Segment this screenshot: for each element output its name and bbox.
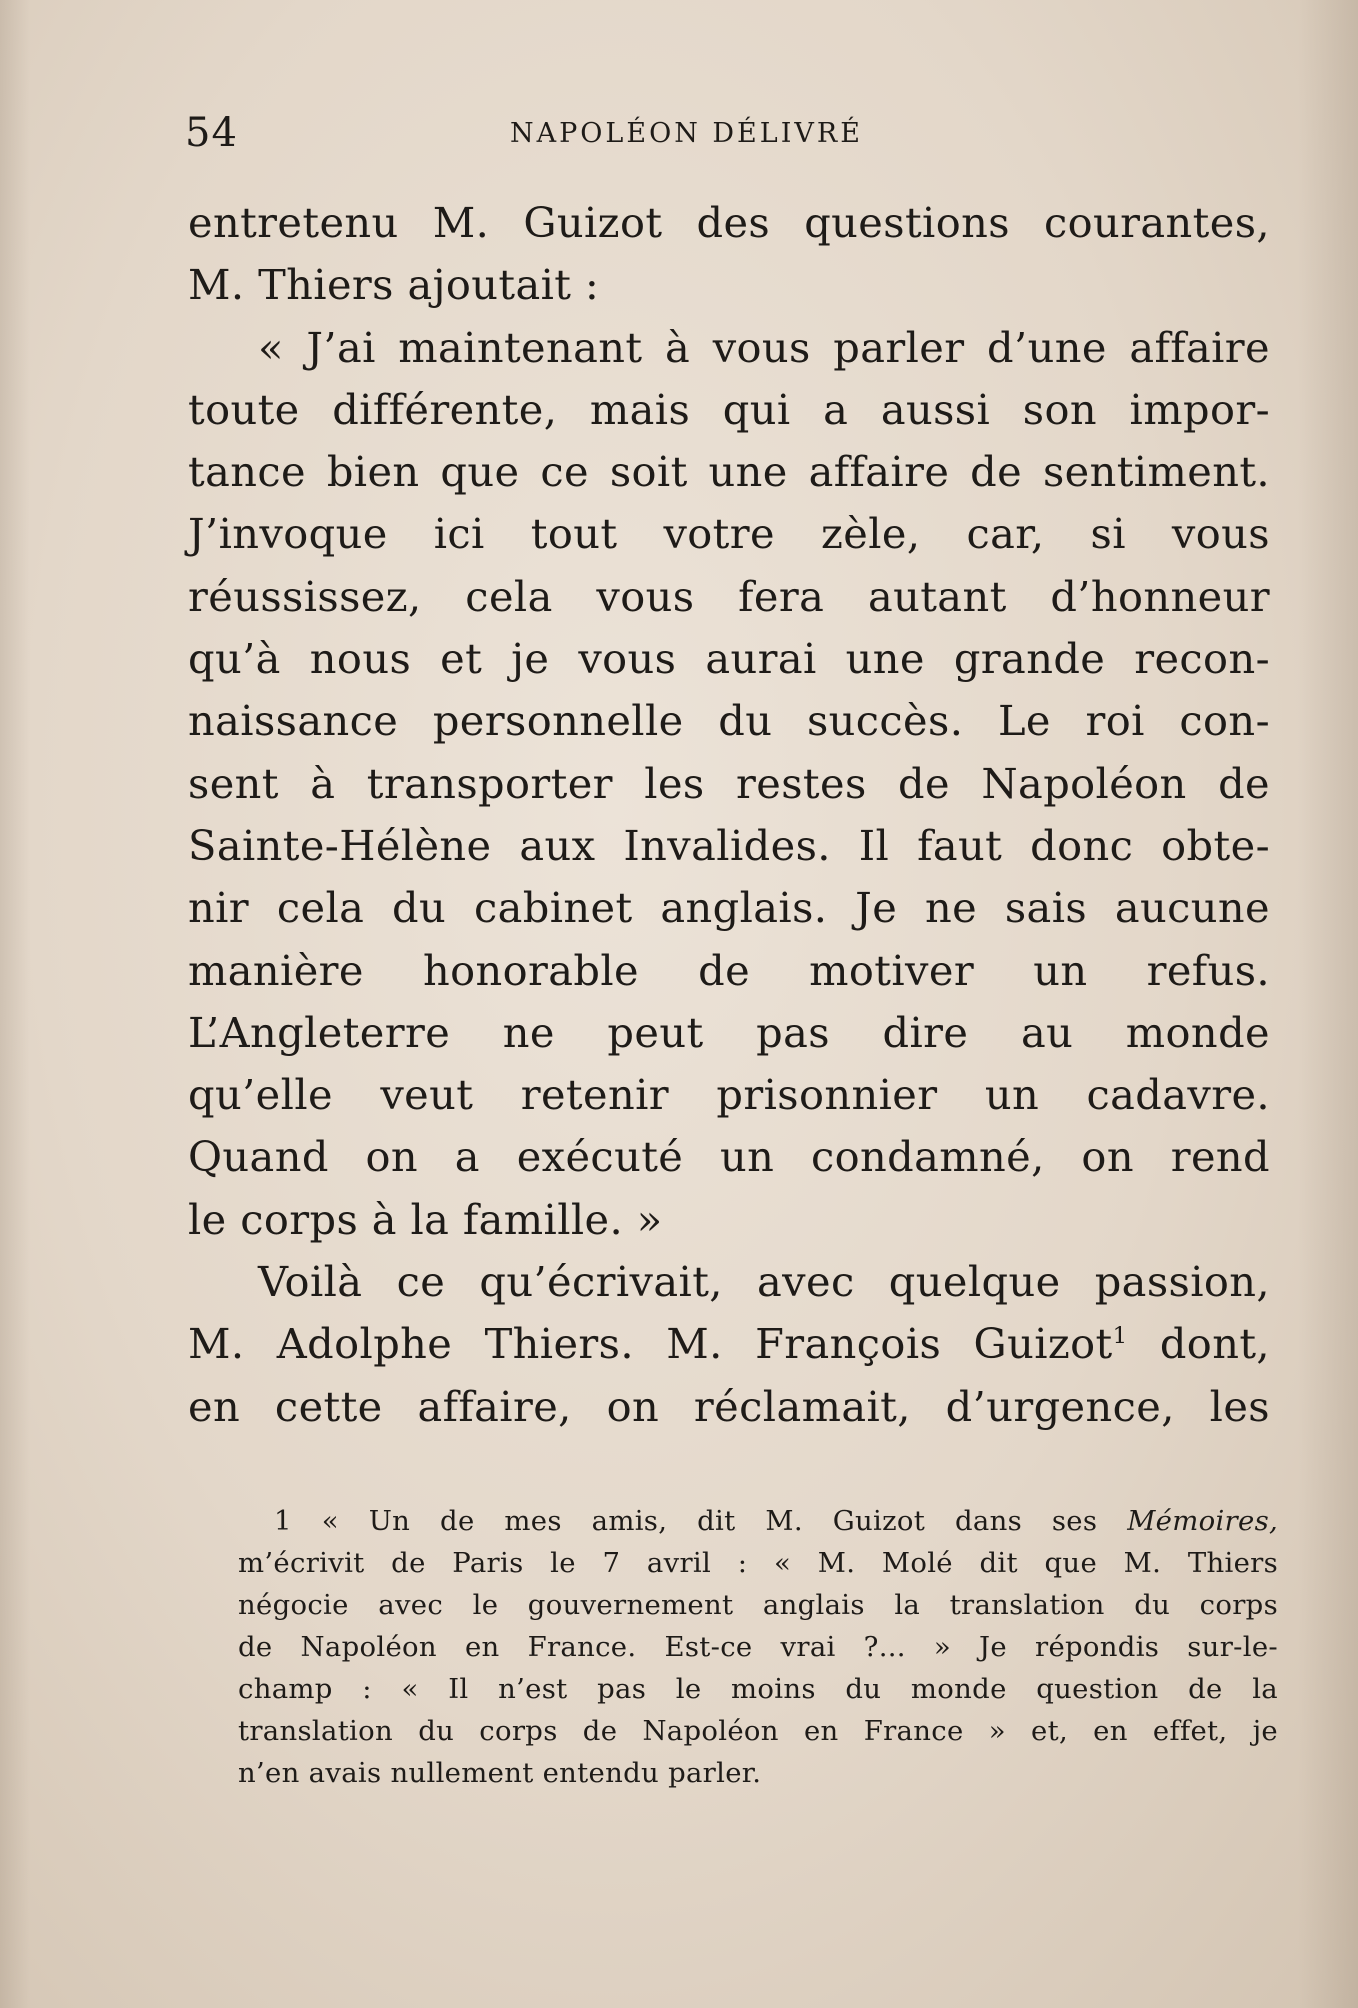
body-line: nir cela du cabinet anglais. Je ne sais aucune <box>188 883 1270 933</box>
body-line: réussissez, cela vous fera autant d’honneur <box>188 571 1270 621</box>
footnote-line: n’en avais nullement entendu parler. <box>238 1757 762 1789</box>
body-line: L’Angleterre ne peut pas dire au monde <box>188 1007 1270 1057</box>
footnote-line: négocie avec le gouvernement anglais la translation du corps <box>238 1589 1278 1621</box>
footnote-book-title: Mémoires, <box>1127 1505 1279 1537</box>
body-line: entretenu M. Guizot des questions courantes, <box>188 198 1270 247</box>
footnote-reference[interactable]: 1 <box>1112 1323 1128 1350</box>
body-line: Voilà ce qu’écrivait, avec quelque passion, <box>258 1257 1270 1307</box>
body-line-part: M. Adolphe Thiers. M. François Guizot <box>188 1319 1113 1369</box>
body-line: en cette affaire, on réclamait, d’urgence, les <box>188 1381 1270 1431</box>
footnote-line <box>274 1500 1278 1542</box>
body-line: Quand on a exécuté un condamné, on rend <box>188 1132 1270 1182</box>
body-line: sent à transporter les restes de Napoléon de <box>188 758 1270 808</box>
body-line: manière honorable de motiver un refus. <box>188 945 1270 995</box>
footnote <box>238 1500 1278 1794</box>
body-line: naissance personnelle du succès. Le roi con- <box>188 696 1270 746</box>
body-line: tance bien que ce soit une affaire de sentiment. <box>188 447 1270 497</box>
footnote-line: m’écrivit de Paris le 7 avril : « M. Molé dit que M. Thiers <box>238 1547 1278 1579</box>
footnote-line: champ : « Il n’est pas le moins du monde question de la <box>238 1673 1278 1705</box>
body-line: toute différente, mais qui a aussi son impor- <box>188 384 1270 434</box>
footnote-line: translation du corps de Napoléon en France » et, en effet, je <box>238 1715 1278 1747</box>
page-gutter-shadow <box>0 0 30 2008</box>
body-line: qu’elle veut retenir prisonnier un cadavre. <box>188 1070 1270 1120</box>
body-line: Sainte-Hélène aux Invalides. Il faut donc obte- <box>188 820 1270 870</box>
body-line: le corps à la famille. » <box>188 1194 663 1244</box>
body-line: M. Thiers ajoutait : <box>188 260 600 310</box>
body-line: J’invoque ici tout votre zèle, car, si vous <box>188 509 1270 559</box>
body-line-part: dont, <box>1159 1319 1270 1369</box>
running-head: NAPOLÉON DÉLIVRÉ <box>510 118 863 149</box>
page-header <box>185 108 1275 158</box>
page-edge-shadow <box>1298 0 1358 2008</box>
footnote-text: « Un de mes amis, dit M. Guizot dans ses <box>321 1505 1098 1537</box>
page-number: 54 <box>185 110 238 156</box>
footnote-line: de Napoléon en France. Est-ce vrai ?... » Je répondis sur-le- <box>238 1631 1278 1663</box>
body-text <box>188 192 1270 1438</box>
body-line-with-footnote-ref <box>188 1313 1270 1375</box>
footnote-number: 1 <box>274 1505 292 1537</box>
body-line: « J’ai maintenant à vous parler d’une affaire <box>258 322 1270 372</box>
body-line: qu’à nous et je vous aurai une grande recon- <box>188 634 1270 684</box>
